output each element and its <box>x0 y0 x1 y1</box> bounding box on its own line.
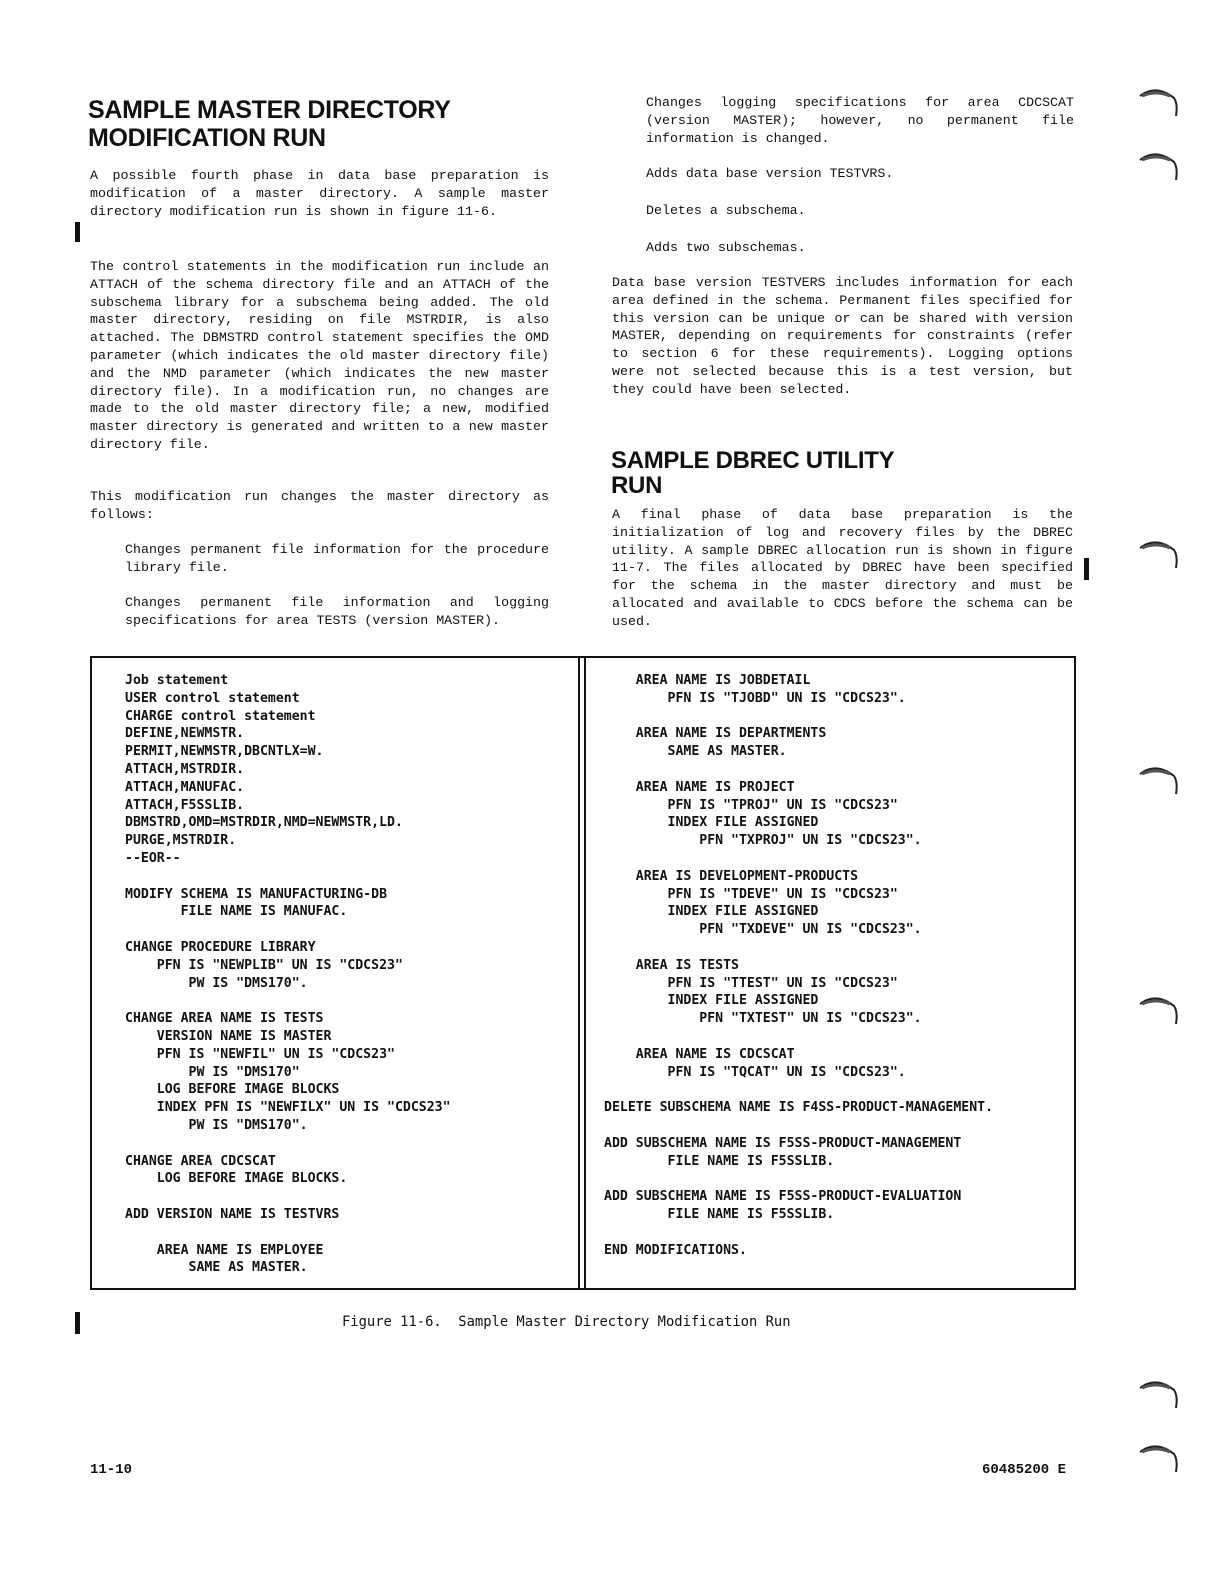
intro-paragraph: A possible fourth phase in data base preparation is modification of a master directory. A sample master directory modification run is shown in figure 11-6. <box>90 168 549 219</box>
code-line: FILE NAME IS F5SSLIB. <box>604 1153 835 1169</box>
code-line: PW IS "DMS170". <box>125 975 308 991</box>
code-line: ATTACH,MSTRDIR. <box>125 761 245 777</box>
code-line: AREA IS DEVELOPMENT-PRODUCTS <box>604 868 859 884</box>
change-item-add-subschemas: Adds two subschemas. <box>646 240 806 255</box>
section-heading-dbrec <box>611 448 894 498</box>
figure-caption: Figure 11-6. Sample Master Directory Modification Run <box>342 1314 791 1330</box>
code-line: AREA NAME IS DEPARTMENTS <box>604 726 827 742</box>
code-line: END MODIFICATIONS. <box>604 1242 747 1258</box>
document-number: 60485200 E <box>982 1462 1067 1478</box>
change-bar <box>75 222 80 242</box>
code-line: PURGE,MSTRDIR. <box>125 833 237 849</box>
code-line <box>125 868 451 886</box>
code-line: CHANGE PROCEDURE LIBRARY <box>125 939 316 955</box>
code-line: LOG BEFORE IMAGE BLOCKS <box>125 1082 340 1098</box>
punch-hole-mark <box>1136 1376 1182 1416</box>
code-line <box>125 1224 451 1242</box>
code-line: CHARGE control statement <box>125 708 316 724</box>
figure-divider <box>584 656 586 1290</box>
code-line: VERSION NAME IS MASTER <box>125 1028 332 1044</box>
code-line: SAME AS MASTER. <box>125 1260 308 1276</box>
code-line: SAME AS MASTER. <box>604 744 787 760</box>
change-item-area-cdcscat: Changes logging specifications for area CDCSCAT (version MASTER); however, no permanent file information is changed. <box>646 95 1074 146</box>
code-line: PW IS "DMS170". <box>125 1117 308 1133</box>
heading-line-1: SAMPLE MASTER DIRECTORY <box>88 96 451 124</box>
change-bar <box>1084 558 1089 580</box>
code-line: PFN IS "TPROJ" UN IS "CDCS23" <box>604 797 898 813</box>
code-line: FILE NAME IS F5SSLIB. <box>604 1206 835 1222</box>
code-line: PFN IS "TQCAT" UN IS "CDCS23". <box>604 1064 906 1080</box>
code-line: ADD VERSION NAME IS TESTVRS <box>125 1206 340 1222</box>
code-line: MODIFY SCHEMA IS MANUFACTURING-DB <box>125 886 388 902</box>
code-line: DBMSTRD,OMD=MSTRDIR,NMD=NEWMSTR,LD. <box>125 815 403 831</box>
punch-hole-mark <box>1136 84 1182 124</box>
page-number: 11-10 <box>90 1462 133 1478</box>
code-line <box>604 1117 993 1135</box>
code-line: INDEX FILE ASSIGNED <box>604 993 819 1009</box>
code-line <box>604 939 993 957</box>
code-line: AREA NAME IS JOBDETAIL <box>604 673 811 688</box>
code-line: PFN IS "TTEST" UN IS "CDCS23" <box>604 975 898 991</box>
punch-hole-mark <box>1136 992 1182 1032</box>
testvers-paragraph: Data base version TESTVERS includes information for each area defined in the schema. Permanent files specified for this version can be unique or can be shared with version MASTER, depending on requirements for constraints (refer to section 6 for these requirements). Logging options were not selected because this is a test version, but they could have been selected. <box>612 275 1073 397</box>
code-listing-left <box>125 672 451 1277</box>
code-line: Job statement <box>125 673 229 688</box>
code-line: PFN IS "TJOBD" UN IS "CDCS23". <box>604 690 906 706</box>
code-line: LOG BEFORE IMAGE BLOCKS. <box>125 1171 348 1187</box>
code-line <box>604 1224 993 1242</box>
code-line: DELETE SUBSCHEMA NAME IS F4SS-PRODUCT-MANAGEMENT. <box>604 1100 994 1116</box>
change-item-add-version: Adds data base version TESTVRS. <box>646 166 894 181</box>
code-line: FILE NAME IS MANUFAC. <box>125 904 348 920</box>
code-line <box>125 992 451 1010</box>
code-line: PFN "TXPROJ" UN IS "CDCS23". <box>604 833 922 849</box>
punch-hole-mark <box>1136 536 1182 576</box>
punch-hole-mark <box>1136 1440 1182 1480</box>
code-line: AREA NAME IS CDCSCAT <box>604 1046 795 1062</box>
code-line: ATTACH,F5SSLIB. <box>125 797 245 813</box>
code-line <box>125 1135 451 1153</box>
code-line: INDEX FILE ASSIGNED <box>604 904 819 920</box>
code-line: PFN IS "NEWPLIB" UN IS "CDCS23" <box>125 957 403 973</box>
code-listing-right <box>604 672 993 1259</box>
code-line: CHANGE AREA NAME IS TESTS <box>125 1011 324 1027</box>
code-line: PFN "TXTEST" UN IS "CDCS23". <box>604 1011 922 1027</box>
code-line <box>604 708 993 726</box>
punch-hole-mark <box>1136 762 1182 802</box>
code-line: PERMIT,NEWMSTR,DBCNTLX=W. <box>125 744 324 760</box>
code-line <box>604 1081 993 1099</box>
code-line: AREA NAME IS PROJECT <box>604 779 795 795</box>
code-line: USER control statement <box>125 690 300 706</box>
code-line: ADD SUBSCHEMA NAME IS F5SS-PRODUCT-MANAGEMENT <box>604 1135 962 1151</box>
code-line <box>604 1028 993 1046</box>
change-item-delete-subschema: Deletes a subschema. <box>646 203 806 218</box>
code-line: ATTACH,MANUFAC. <box>125 779 245 795</box>
code-line <box>604 1170 993 1188</box>
changes-intro-paragraph: This modification run changes the master directory as follows: <box>90 489 549 522</box>
heading-line-2: RUN <box>611 472 663 499</box>
code-line: INDEX PFN IS "NEWFILX" UN IS "CDCS23" <box>125 1100 451 1116</box>
code-line: PFN IS "TDEVE" UN IS "CDCS23" <box>604 886 898 902</box>
control-statements-paragraph: The control statements in the modification run include an ATTACH of the schema directory file and an ATTACH of the subschema library for a subschema being added. The old master directory, residing on file MSTRDIR, is also attached. The DBMSTRD control statement specifies the OMD parameter (which indicates the old master directory file) and the NMD parameter (which indicates the new master directory file). In a modification run, no changes are made to the old master directory file; a new, modified master directory is generated and written to a new master directory file. <box>90 259 549 452</box>
code-line: PFN IS "NEWFIL" UN IS "CDCS23" <box>125 1046 395 1062</box>
code-line: INDEX FILE ASSIGNED <box>604 815 819 831</box>
heading-line-2: MODIFICATION RUN <box>88 124 326 152</box>
dbrec-paragraph: A final phase of data base preparation is the initialization of log and recovery files by the DBREC utility. A sample DBREC allocation run is shown in figure 11-7. The files allocated by DBREC have been specified for the schema in the master directory and must be allocated and available to CDCS before the schema can be used. <box>612 507 1073 629</box>
code-line: AREA IS TESTS <box>604 957 739 973</box>
code-line: PW IS "DMS170" <box>125 1064 300 1080</box>
section-heading-master-directory <box>88 96 451 152</box>
figure-divider <box>578 656 580 1290</box>
code-line <box>125 1188 451 1206</box>
change-bar <box>75 1312 80 1334</box>
code-line: AREA NAME IS EMPLOYEE <box>125 1242 324 1258</box>
code-line: PFN "TXDEVE" UN IS "CDCS23". <box>604 922 922 938</box>
code-line: CHANGE AREA CDCSCAT <box>125 1153 276 1169</box>
punch-hole-mark <box>1136 148 1182 188</box>
heading-line-1: SAMPLE DBREC UTILITY <box>611 447 895 474</box>
change-item-area-tests: Changes permanent file information and logging specifications for area TESTS (version MASTER). <box>125 595 549 628</box>
code-line <box>604 850 993 868</box>
code-line <box>125 921 451 939</box>
code-line: --EOR-- <box>125 850 181 866</box>
code-line: DEFINE,NEWMSTR. <box>125 726 245 742</box>
change-item-procedure-library: Changes permanent file information for the procedure library file. <box>125 542 549 575</box>
code-line: ADD SUBSCHEMA NAME IS F5SS-PRODUCT-EVALUATION <box>604 1189 962 1205</box>
code-line <box>604 761 993 779</box>
